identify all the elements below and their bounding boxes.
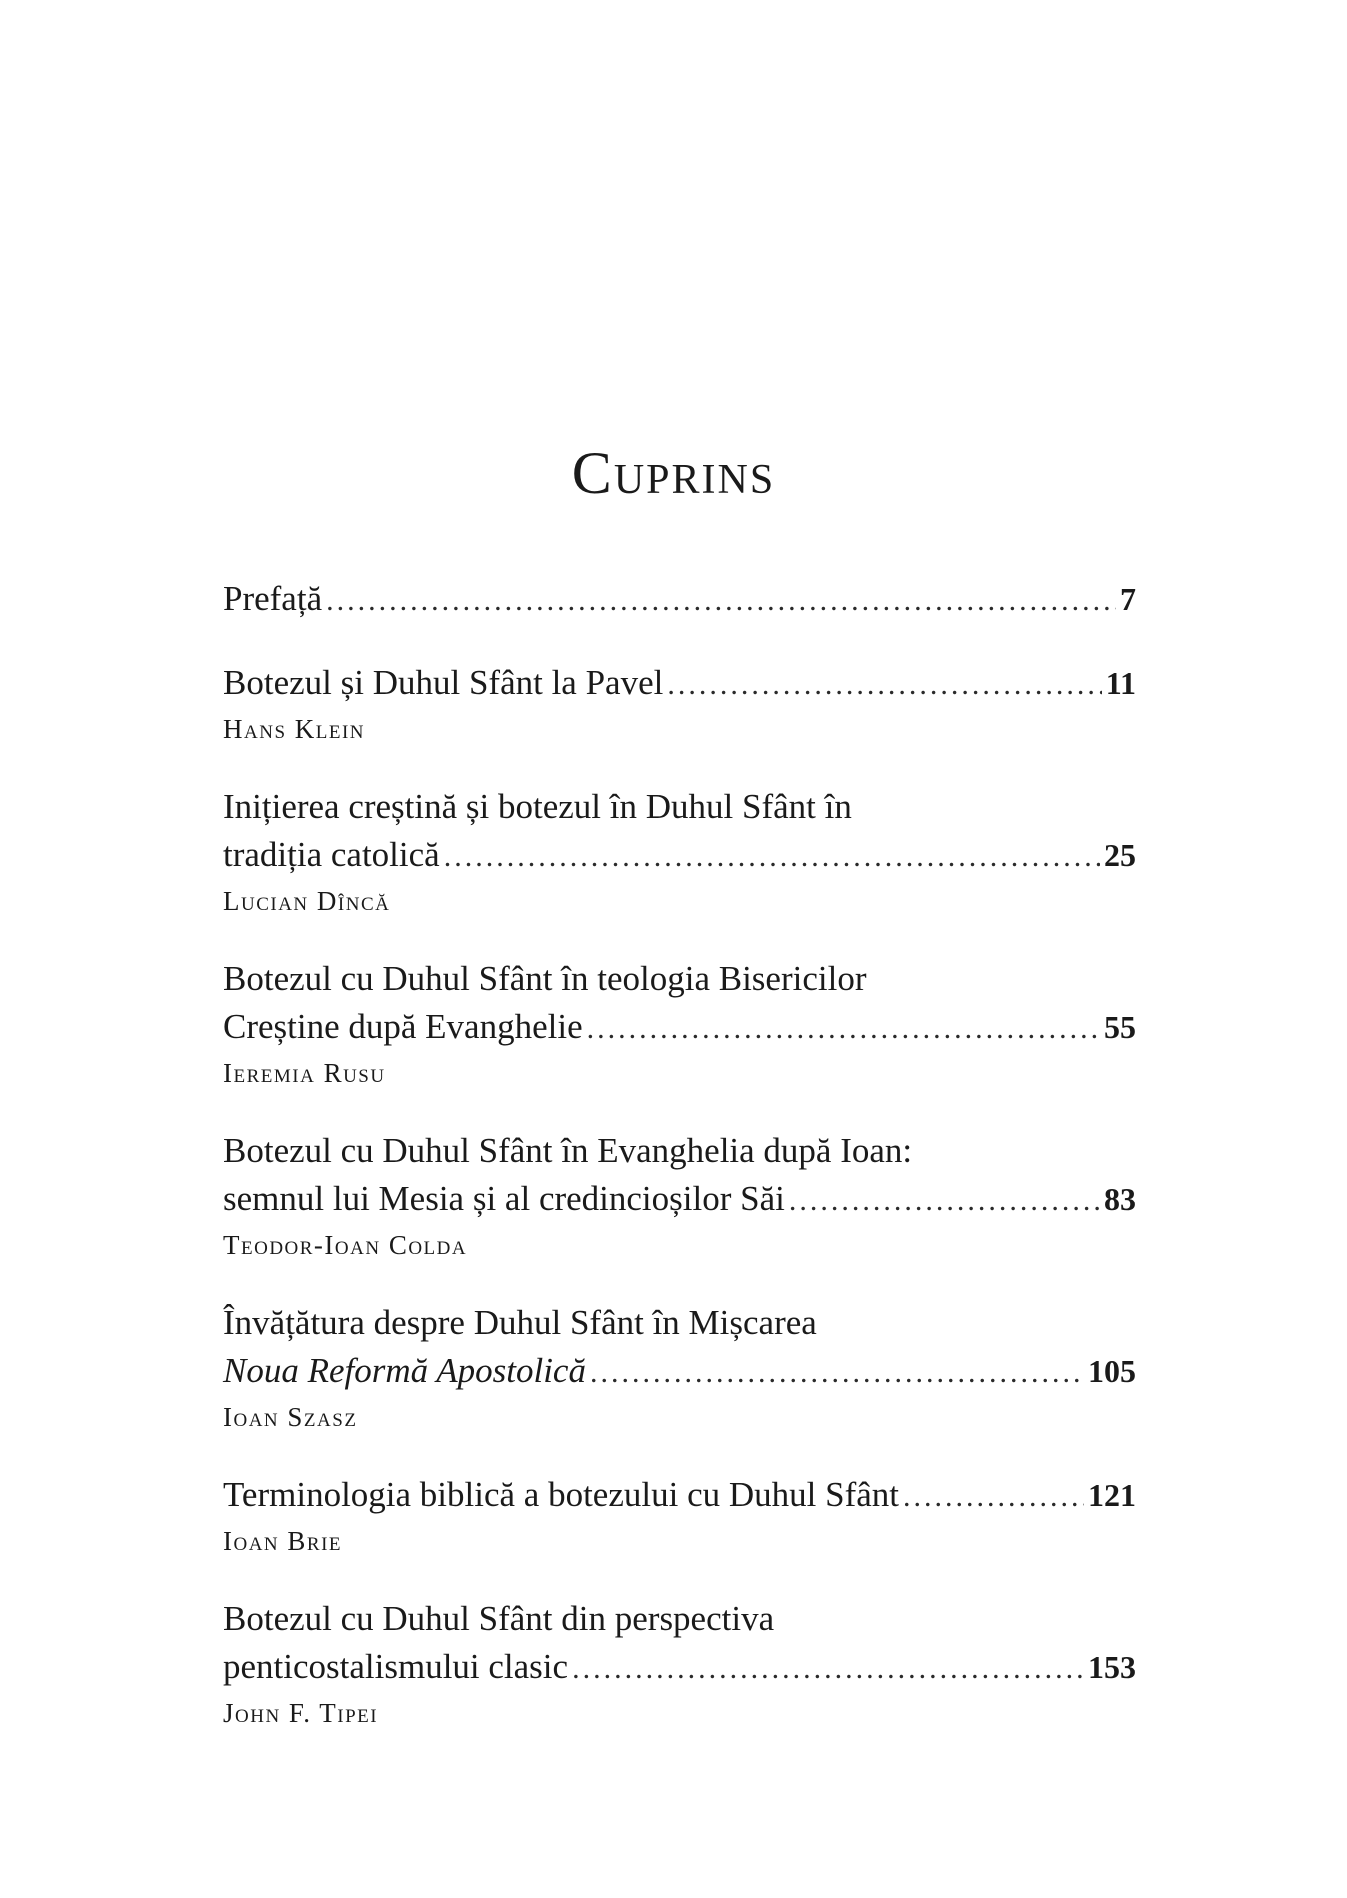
dot-leader	[590, 1349, 1084, 1397]
toc-entry	[223, 1471, 1136, 1561]
toc-entry-title: penticostalismului clasic	[223, 1647, 569, 1686]
toc-entry-title: Terminologia biblică a botezului cu Duhul Sfânt	[223, 1475, 899, 1514]
page-title: Cuprins	[571, 440, 776, 506]
toc-page-number: 11	[1105, 665, 1136, 701]
dot-leader	[444, 833, 1100, 881]
toc-entry-title-italic: Noua Reformă Apostolică	[223, 1351, 586, 1390]
toc-entry-title: semnul lui Mesia și al credincioșilor Săi	[223, 1179, 785, 1218]
toc-author: Teodor-Ioan Colda	[223, 1230, 468, 1260]
toc-author: Ioan Brie	[223, 1526, 343, 1556]
toc-entry-leader-line	[223, 831, 1136, 881]
toc-author: Lucian Dîncă	[223, 886, 391, 916]
dot-leader	[572, 1645, 1084, 1693]
toc-author: John F. Tipei	[223, 1698, 379, 1728]
toc-entry-leader-line	[223, 575, 1136, 625]
toc-entry	[223, 659, 1136, 749]
toc-page-number: 7	[1120, 581, 1136, 617]
toc-entry	[223, 1299, 1136, 1437]
toc-author: Ioan Szasz	[223, 1402, 358, 1432]
toc-entry-title: Creștine după Evanghelie	[223, 1007, 583, 1046]
toc-page-number: 83	[1104, 1181, 1136, 1217]
toc-entry-leader-line	[223, 1471, 1136, 1521]
toc-entry-leader-line	[223, 1003, 1136, 1053]
toc-author: Ieremia Rusu	[223, 1058, 386, 1088]
dot-leader	[789, 1177, 1100, 1225]
toc-entry-leader-line	[223, 1643, 1136, 1693]
table-of-contents	[223, 575, 1136, 1767]
toc-entry-preface	[223, 575, 1136, 625]
toc-page-number: 55	[1104, 1009, 1136, 1045]
toc-entry-title: Prefață	[223, 579, 323, 618]
toc-entry-title-line: Botezul cu Duhul Sfânt în Evanghelia după Ioan:	[223, 1131, 913, 1170]
toc-entry	[223, 1127, 1136, 1265]
toc-page-number: 25	[1104, 837, 1136, 873]
toc-entry-title: Botezul și Duhul Sfânt la Pavel	[223, 663, 664, 702]
toc-entry-leader-line	[223, 1175, 1136, 1225]
dot-leader	[903, 1473, 1084, 1521]
toc-page-number: 105	[1088, 1353, 1136, 1389]
toc-page-number: 153	[1088, 1649, 1136, 1685]
toc-entry-title-line: Inițierea creștină și botezul în Duhul Sfânt în	[223, 787, 852, 826]
toc-entry	[223, 1595, 1136, 1733]
toc-entry-title: tradiția catolică	[223, 835, 440, 874]
toc-entry-leader-line	[223, 659, 1136, 709]
dot-leader	[587, 1005, 1100, 1053]
toc-entry-title-line: Botezul cu Duhul Sfânt din perspectiva	[223, 1599, 775, 1638]
toc-entry	[223, 783, 1136, 921]
dot-leader	[667, 661, 1101, 709]
toc-entry-title-line: Învățătura despre Duhul Sfânt în Mișcarea	[223, 1303, 817, 1342]
toc-entry	[223, 955, 1136, 1093]
dot-leader	[326, 577, 1116, 625]
toc-page-number: 121	[1088, 1477, 1136, 1513]
toc-entry-title-line: Botezul cu Duhul Sfânt în teologia Bisericilor	[223, 959, 867, 998]
toc-entry-leader-line	[223, 1347, 1136, 1397]
toc-author: Hans Klein	[223, 714, 366, 744]
